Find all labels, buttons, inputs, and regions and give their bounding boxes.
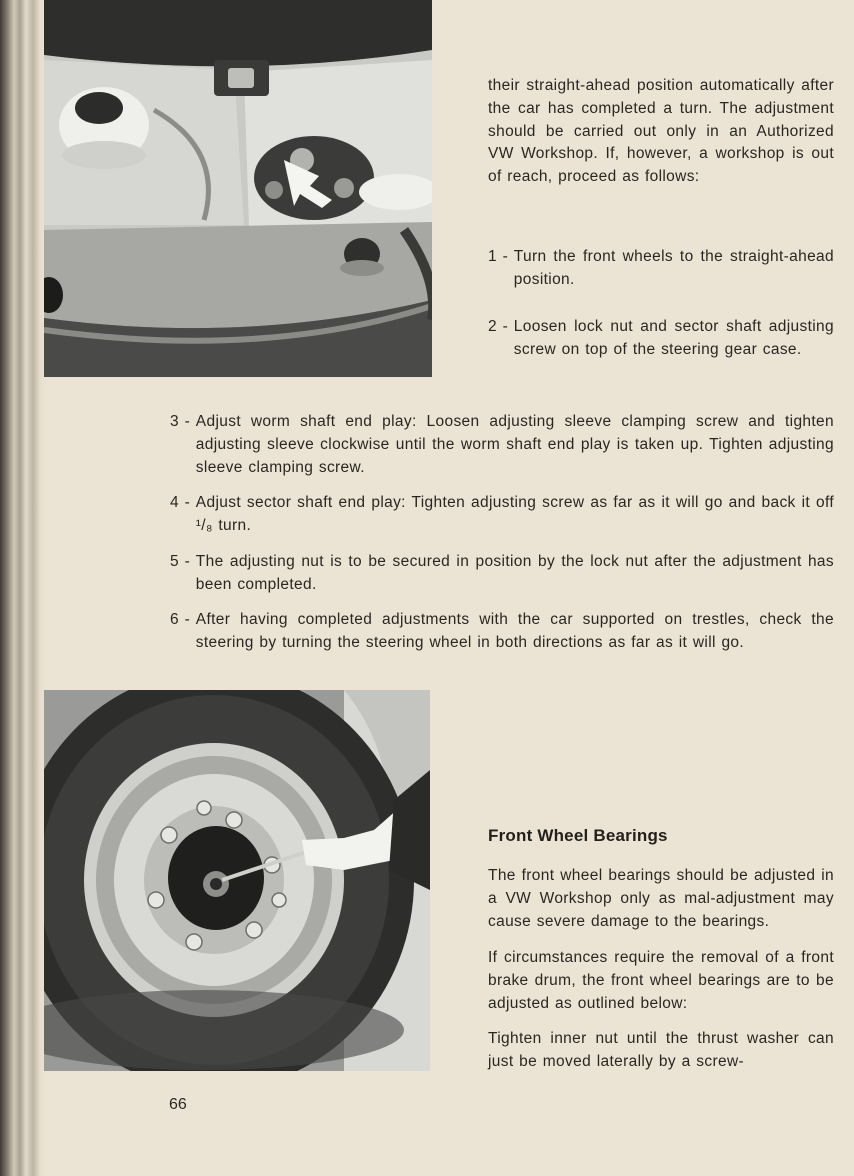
step-number: 2 -: [488, 318, 514, 335]
step-item: [488, 246, 834, 292]
step-number: 3 -: [170, 413, 196, 430]
section-paragraph: The front wheel bearings should be adjusted in a VW Workshop only as mal-adjustment may cause severe damage to the bearings.: [488, 867, 834, 930]
step-text: Loosen lock nut and sector shaft adjusting screw on top of the steering gear case.: [513, 318, 834, 358]
step-item: [170, 492, 834, 538]
section-heading: Front Wheel Bearings: [488, 826, 668, 845]
wheel-hub-photo: [44, 690, 430, 1071]
step-text: After having completed adjustments with the car supported on trestles, check the steering by turning the steering wheel in both directions as far as it will go.: [195, 611, 834, 651]
luggage-compartment-photo: [44, 0, 432, 377]
step-number: 5 -: [170, 553, 196, 570]
step-number: 6 -: [170, 611, 196, 628]
step-item: [170, 609, 834, 655]
step-text: The adjusting nut is to be secured in position by the lock nut after the adjustment has been completed.: [195, 553, 834, 593]
step-text: Turn the front wheels to the straight-ahead position.: [513, 248, 834, 288]
step-item: [488, 316, 834, 362]
step-item: [170, 411, 834, 479]
section-paragraph: Tighten inner nut until the thrust washer can just be moved laterally by a screw-: [488, 1030, 834, 1070]
step-number: 1 -: [488, 248, 514, 265]
step-number: 4 -: [170, 494, 196, 511]
book-binding-edge: [0, 0, 46, 1176]
page-number: 66: [169, 1096, 187, 1113]
intro-paragraph: their straight-ahead position automatically after the car has completed a turn. The adjustment should be carried out only in an Authorized VW Workshop. If, however, a workshop is out of reach, proceed as follows:: [488, 77, 834, 186]
section-paragraph: If circumstances require the removal of a front brake drum, the front wheel bearings are to be adjusted as outlined below:: [488, 949, 834, 1012]
step-item: [170, 551, 834, 597]
step-text: Adjust worm shaft end play: Loosen adjusting sleeve clamping screw and tighten adjusting sleeve clockwise until the worm shaft end play is taken up. Tighten adjusting sleeve clamping screw.: [195, 413, 834, 476]
step-text: Adjust sector shaft end play: Tighten adjusting screw as far as it will go and back it off ¹/₈ turn.: [195, 494, 834, 534]
